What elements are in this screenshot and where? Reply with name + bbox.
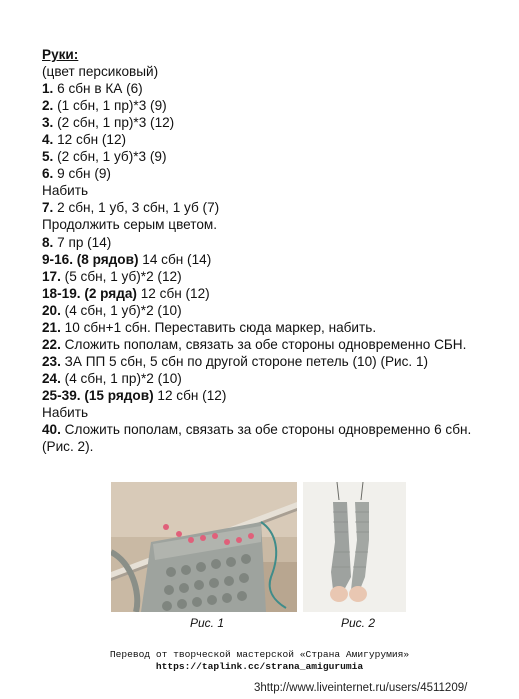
row-text: (цвет персиковый) (42, 64, 159, 80)
row-text: (1 сбн, 1 пр)*3 (9) (53, 98, 167, 114)
row-text: 10 сбн+1 сбн. Переставить сюда маркер, набить. (60, 319, 377, 335)
figure-1-photo (111, 482, 297, 612)
row-number: 2. (42, 98, 54, 114)
instruction-row (42, 404, 482, 421)
row-text: 14 сбн (14) (138, 251, 212, 267)
instruction-row (42, 148, 482, 165)
row-text: 9 сбн (9) (53, 166, 111, 182)
finished-arms-image (303, 482, 406, 612)
instruction-row (42, 421, 482, 455)
row-number: 7. (42, 200, 54, 216)
row-text: Сложить пополам, связать за обе стороны одновременно 6 сбн. (Рис. 2). (42, 422, 472, 455)
crochet-closeup-image (111, 482, 297, 612)
row-text: 7 пр (14) (53, 234, 112, 250)
row-number: 1. (42, 81, 54, 97)
figure-2-photo (303, 482, 406, 612)
figure-2-caption: Рис. 2 (341, 616, 376, 630)
row-number: 21. (42, 319, 61, 335)
row-number: 17. (42, 268, 61, 284)
instruction-row (42, 165, 482, 182)
section-heading: Руки: (42, 47, 79, 62)
instruction-row (42, 63, 482, 80)
footer-link[interactable]: https://taplink.cc/strana_amigurumia (155, 661, 364, 672)
figure-1-caption: Рис. 1 (190, 616, 225, 630)
row-text: 2 сбн, 1 уб, 3 сбн, 1 уб (7) (53, 200, 220, 216)
instruction-row (42, 353, 482, 370)
instruction-row (42, 319, 482, 336)
row-number: 24. (42, 370, 61, 386)
watermark-link: http://www.liveinternet.ru/users/4511209/ (260, 682, 468, 694)
page-number: 3 (254, 682, 261, 694)
instruction-row (42, 97, 482, 114)
instruction-row (42, 302, 482, 319)
instruction-row (42, 268, 482, 285)
row-text: ЗА ПП 5 сбн, 5 сбн по другой стороне петель (10) (Рис. 1) (60, 353, 429, 369)
row-text: Набить (42, 404, 89, 420)
row-text: Набить (42, 183, 89, 199)
row-number: 18-19. (2 ряда) (42, 285, 137, 301)
instruction-row (42, 387, 482, 404)
row-number: 23. (42, 353, 61, 369)
instruction-row (42, 80, 482, 97)
footer-credit: Перевод от творческой мастерской «Страна Амигурумия» (109, 649, 410, 660)
row-number: 5. (42, 149, 54, 165)
instruction-row (42, 336, 482, 353)
row-text: (2 сбн, 1 уб)*3 (9) (53, 149, 167, 165)
row-text: (4 сбн, 1 пр)*2 (10) (60, 370, 182, 386)
row-text: 6 сбн в КА (6) (53, 81, 143, 97)
row-number: 25-39. (15 рядов) (42, 387, 154, 403)
row-number: 4. (42, 132, 54, 148)
instruction-row (42, 199, 482, 216)
row-number: 20. (42, 302, 61, 318)
row-text: (2 сбн, 1 пр)*3 (12) (53, 115, 175, 131)
row-number: 9-16. (8 рядов) (42, 251, 139, 267)
row-number: 22. (42, 336, 61, 352)
instruction-row (42, 370, 482, 387)
row-text: Продолжить серым цветом. (42, 217, 218, 233)
instruction-row (42, 182, 482, 199)
row-text: 12 сбн (12) (136, 285, 210, 301)
row-text: (4 сбн, 1 уб)*2 (10) (60, 302, 182, 318)
instruction-row (42, 234, 482, 251)
instruction-row (42, 114, 482, 131)
row-text: (5 сбн, 1 уб)*2 (12) (60, 268, 182, 284)
watermark-url (254, 682, 467, 694)
instruction-row (42, 216, 482, 233)
instructions-text (42, 46, 482, 455)
row-text: Сложить пополам, связать за обе стороны одновременно СБН. (60, 336, 467, 352)
row-text: 12 сбн (12) (53, 132, 127, 148)
instruction-row (42, 251, 482, 268)
instruction-row (42, 131, 482, 148)
row-number: 8. (42, 234, 54, 250)
row-number: 6. (42, 166, 54, 182)
row-number: 3. (42, 115, 54, 131)
row-number: 40. (42, 422, 61, 438)
instruction-row (42, 285, 482, 302)
row-text: 12 сбн (12) (153, 387, 227, 403)
